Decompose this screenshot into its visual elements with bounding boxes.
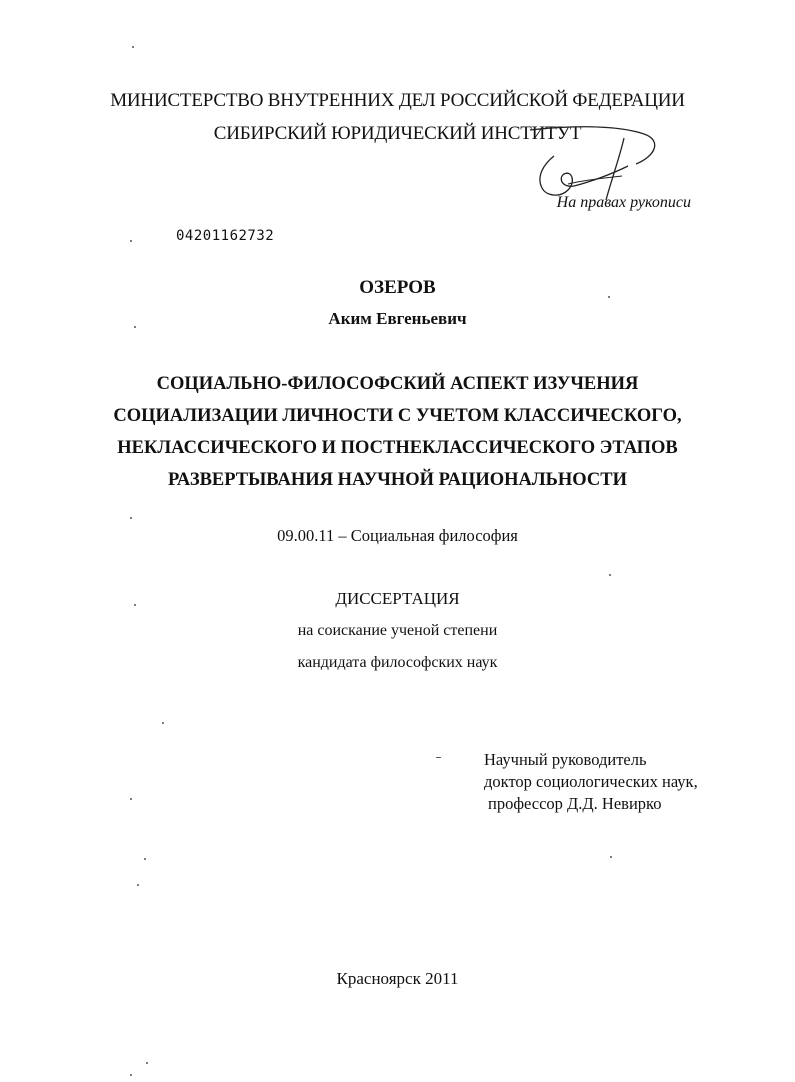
dissertation-title (0, 368, 795, 496)
title-line: НЕКЛАССИЧЕСКОГО И ПОСТНЕКЛАССИЧЕСКОГО ЭТАПОВ (117, 438, 678, 458)
degree-line-1: на соискание ученой степени (297, 622, 498, 639)
supervisor-role: Научный руководитель (484, 750, 647, 769)
supervisor-block (484, 749, 698, 815)
scan-speck (130, 1074, 132, 1076)
degree-line-2: кандидата философских наук (297, 654, 498, 671)
institute-heading: СИБИРСКИЙ ЮРИДИЧЕСКИЙ ИНСТИТУТ (213, 123, 582, 144)
scan-speck (609, 574, 611, 576)
specialty-code: 09.00.11 – Социальная философия (277, 526, 518, 545)
scan-speck (137, 884, 139, 886)
scan-speck (146, 1062, 148, 1064)
author-given-names: Аким Евгеньевич (328, 309, 467, 328)
supervisor-degree: доктор социологических наук, (484, 772, 698, 791)
ministry-heading: МИНИСТЕРСТВО ВНУТРЕННИХ ДЕЛ РОССИЙСКОЙ ФЕДЕРАЦИИ (110, 90, 685, 111)
scan-speck (144, 858, 146, 860)
scan-speck (608, 296, 610, 298)
scan-speck (134, 326, 136, 328)
scan-speck (134, 604, 136, 606)
scan-speck (132, 46, 134, 48)
supervisor-name: профессор Д.Д. Невирко (488, 794, 662, 813)
scan-speck (162, 722, 164, 724)
scan-speck (130, 798, 132, 800)
title-line: СОЦИАЛЬНО-ФИЛОСОФСКИЙ АСПЕКТ ИЗУЧЕНИЯ (156, 374, 639, 394)
scan-speck (436, 757, 441, 758)
author-surname: ОЗЕРОВ (359, 277, 436, 298)
manuscript-rights-note: На правах рукописи (556, 194, 691, 211)
title-line: СОЦИАЛИЗАЦИИ ЛИЧНОСТИ С УЧЕТОМ КЛАССИЧЕСКОГО, (113, 406, 682, 426)
archive-number: 04201162732 (176, 228, 275, 244)
document-type: ДИССЕРТАЦИЯ (335, 589, 460, 608)
scan-speck (130, 517, 132, 519)
city-year: Красноярск 2011 (336, 969, 459, 988)
scan-speck (610, 856, 612, 858)
scan-speck (130, 240, 132, 242)
title-line: РАЗВЕРТЫВАНИЯ НАУЧНОЙ РАЦИОНАЛЬНОСТИ (167, 470, 627, 490)
